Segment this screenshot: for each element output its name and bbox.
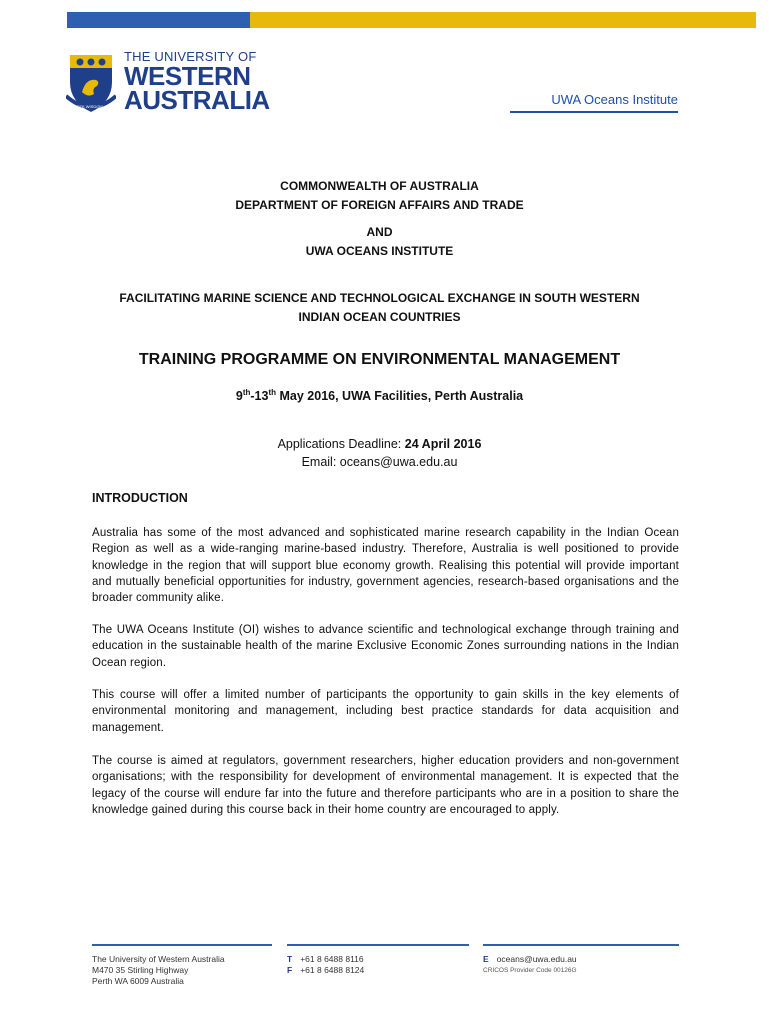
contact-email [67,455,692,469]
top-bar-blue-segment [67,12,250,28]
footer-divider-3 [483,944,679,946]
deadline-label: Applications Deadline: [277,437,402,451]
dates-day-end: -13 [250,389,269,404]
footer-email-link[interactable]: oceans@uwa.edu.au [496,954,577,964]
dates-sup-1: th [242,388,251,397]
title-line-uwa-oi: UWA OCEANS INSTITUTE [305,244,454,258]
footer-address [92,954,225,987]
university-logo [66,49,270,115]
address-line-3: Perth WA 6009 Australia [92,976,184,986]
top-bar-gold-segment [250,12,756,28]
logo-line-1: THE UNIVERSITY OF [124,49,257,64]
deadline-value: 24 April 2016 [404,437,482,451]
telephone-value: +61 8 6488 8116 [300,954,364,964]
email-key: E [483,954,489,964]
intro-paragraph-4: The course is aimed at regulators, government researchers, higher education providers and non-government organisations; with the responsibility for development of environmental management. It is expected that the legacy of the course will endure far into the future and therefore participants who are in a position to share the knowledge gained during this course back in their home country are encouraged to apply. [92,755,679,816]
dates-day-start: 9 [235,389,243,404]
title-line-dfat: DEPARTMENT OF FOREIGN AFFAIRS AND TRADE [235,198,524,212]
cricos-code: CRICOS Provider Code 00126G [483,967,577,974]
email-label: Email: [301,455,337,469]
programme-title: TRAINING PROGRAMME ON ENVIRONMENTAL MANAGEMENT [138,351,621,368]
introduction-heading: INTRODUCTION [92,491,188,505]
fax-value: +61 8 6488 8124 [300,965,365,975]
footer-divider-2 [287,944,469,946]
dates-sup-2: th [268,388,277,397]
logo-line-2: WESTERN [124,61,251,91]
address-line-2: M470 35 Stirling Highway [92,965,189,975]
dates-location: May 2016, UWA Facilities, Perth Australia [276,389,524,404]
crest-motto: SEEK WISDOM [74,104,103,109]
intro-paragraph-1: Australia has some of the most advanced and sophisticated marine research capability in the Indian Ocean Region as well as a wide-ranging marine-based industry. Therefore, Australia is well positioned to provide knowledge in the region that will support blue economy growth. Realising this potential will provide important and mutually beneficial opportunities for industry, government agencies, research-based organisations and the broader community alike. [92,527,679,605]
university-wordmark [124,49,270,115]
email-link[interactable]: oceans@uwa.edu.au [339,455,458,469]
fax-key: F [287,965,293,975]
subtitle-line-1: FACILITATING MARINE SCIENCE AND TECHNOLOGICAL EXCHANGE IN SOUTH WESTERN [119,291,640,305]
footer-divider-1 [92,944,272,946]
title-line-commonwealth: COMMONWEALTH OF AUSTRALIA [280,179,479,193]
subtitle-line-2: INDIAN OCEAN COUNTRIES [298,310,461,324]
title-line-and: AND [366,225,393,239]
top-color-bar [67,12,756,28]
telephone-row [287,954,364,965]
footer-email [483,954,577,976]
applications-deadline [67,437,692,451]
institute-name: UWA Oceans Institute [510,92,678,113]
fax-row [287,965,364,976]
intro-paragraph-2: The UWA Oceans Institute (OI) wishes to advance scientific and technological exchange through training and education in the sustainable health of the marine Exclusive Economic Zones surrounding nations in the Indian Ocean region. [92,624,679,669]
telephone-key: T [287,954,293,964]
programme-dates [67,388,692,403]
footer-phone [287,954,364,976]
address-line-1: The University of Western Australia [92,954,225,964]
email-row [483,954,577,965]
intro-paragraph-3: This course will offer a limited number of participants the opportunity to gain skills in the key elements of environmental monitoring and management, including best practice standards for data acquisition and management. [92,689,679,734]
logo-line-3: AUSTRALIA [124,85,270,115]
